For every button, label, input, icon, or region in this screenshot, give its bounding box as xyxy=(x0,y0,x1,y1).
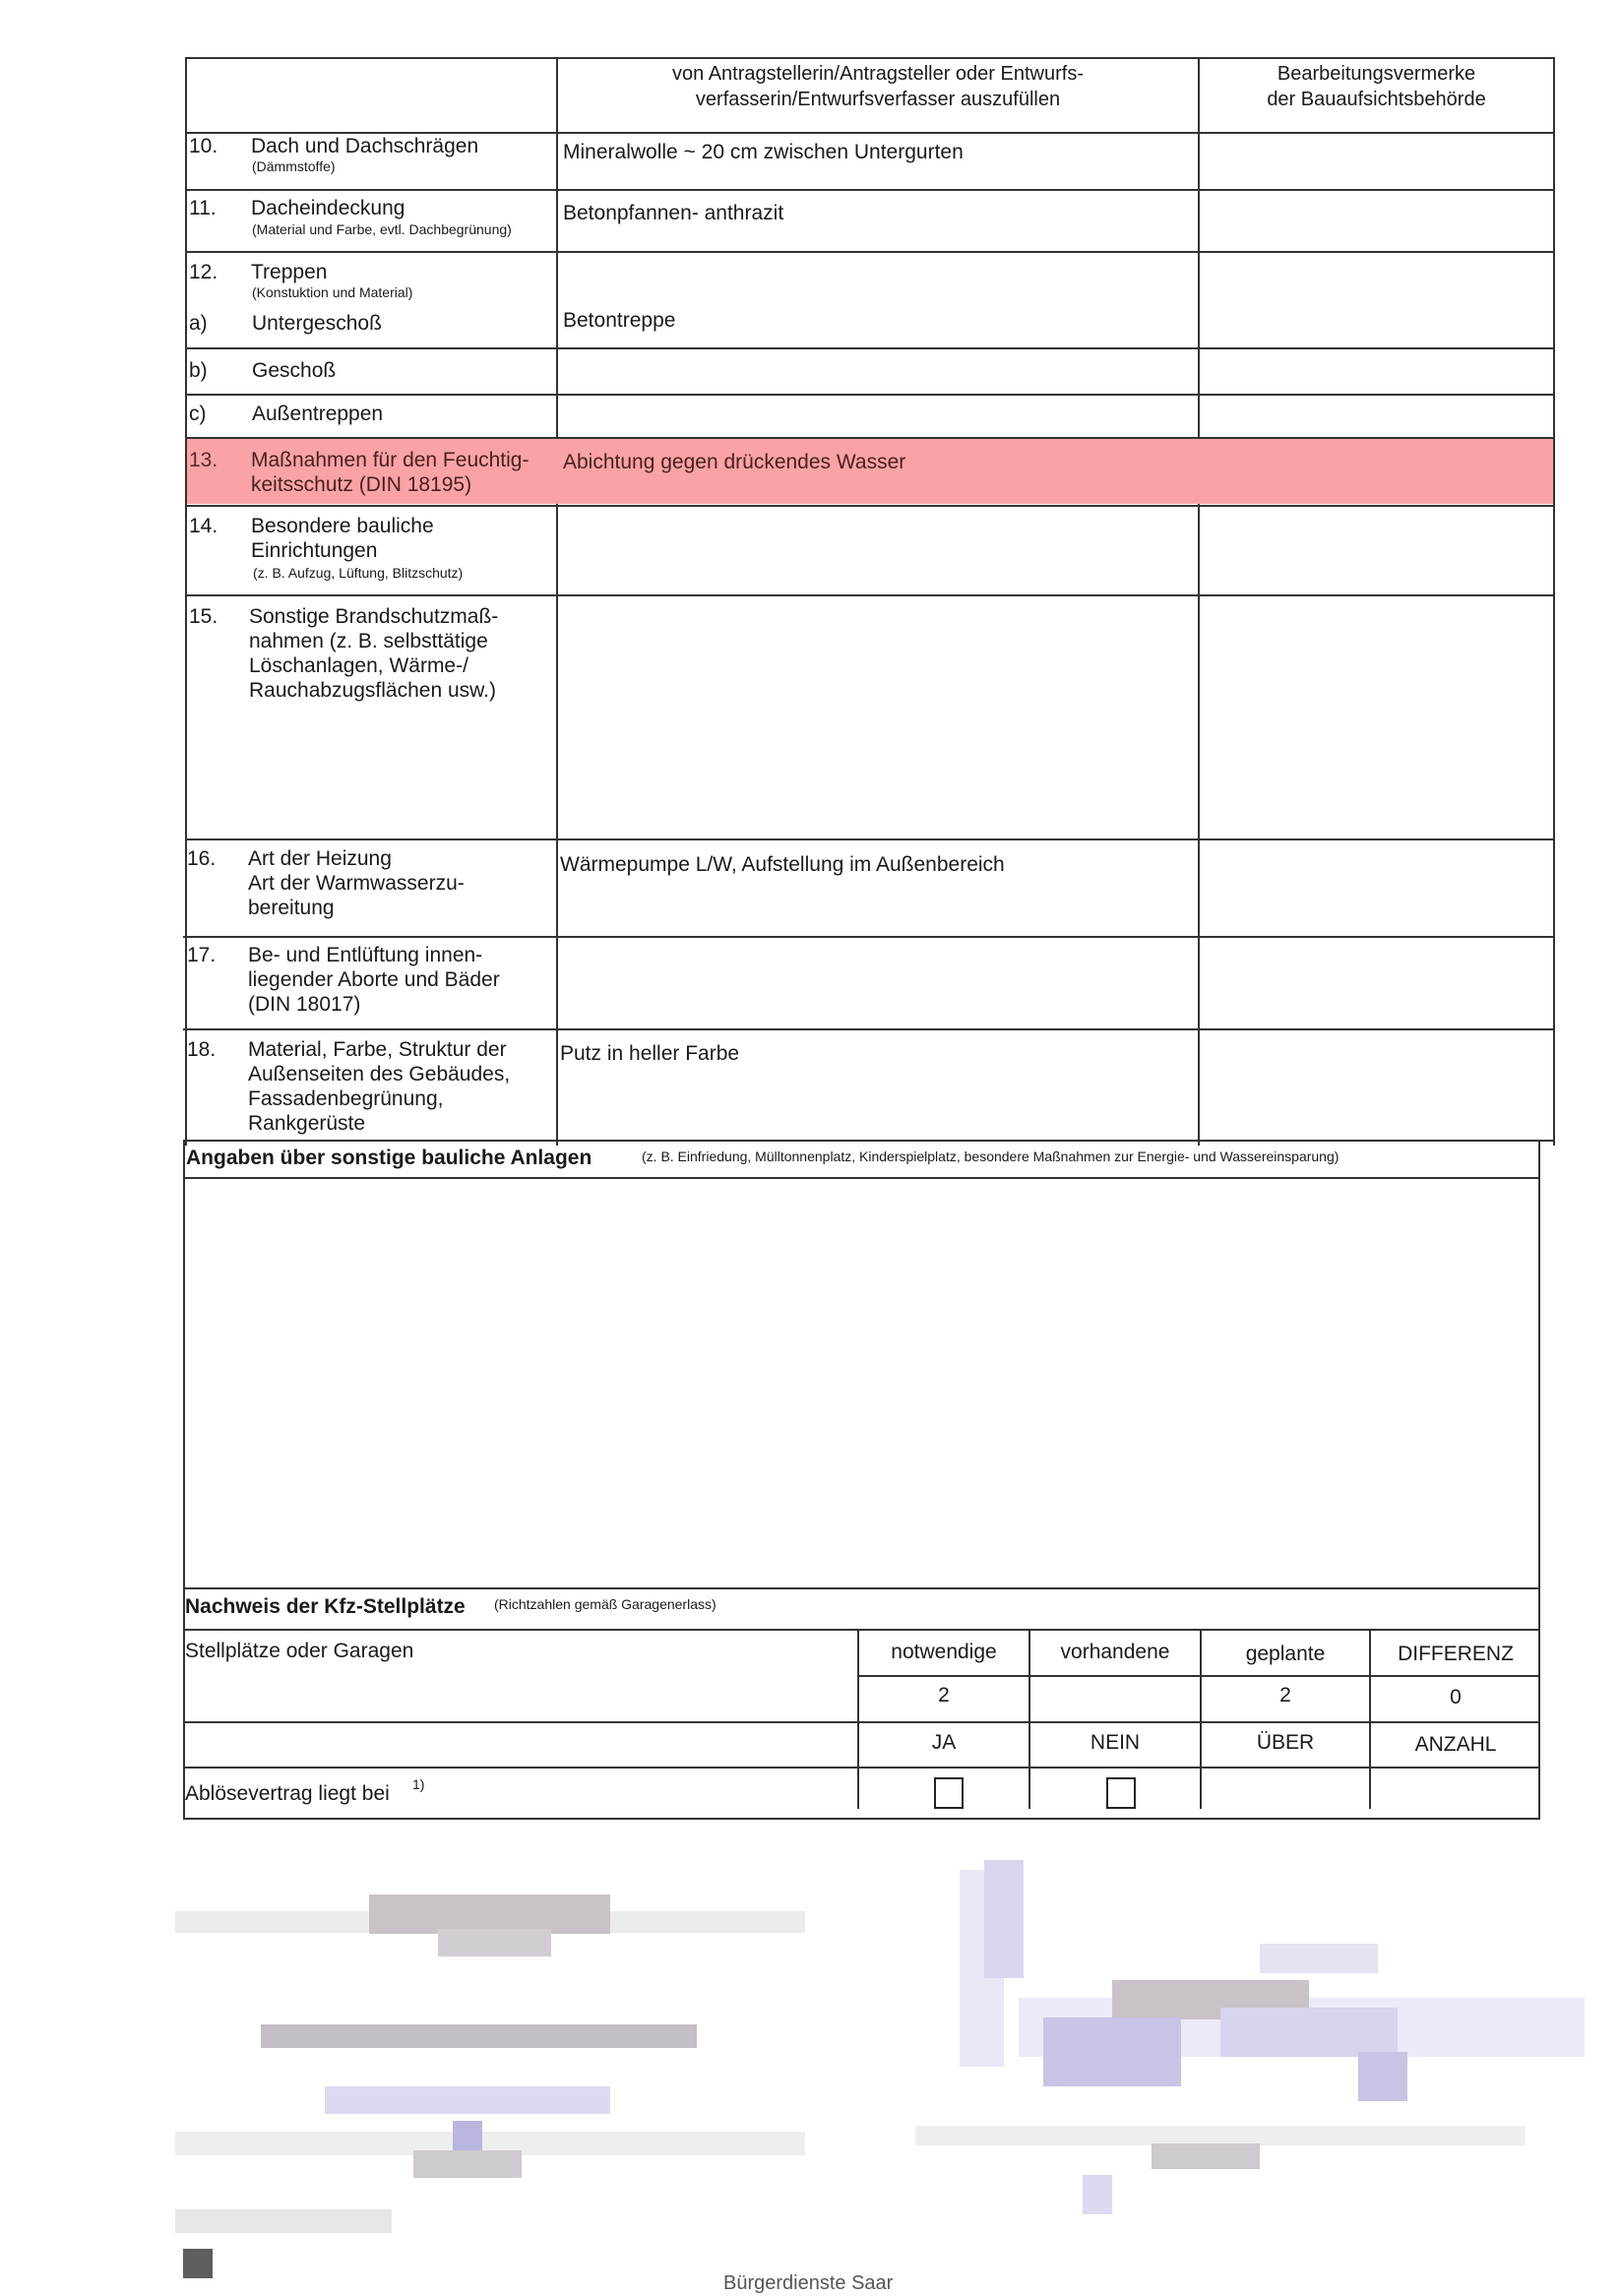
parking-col-vorhandene: vorhandene xyxy=(1060,1641,1170,1663)
parking-col-notwendige: notwendige xyxy=(891,1641,997,1663)
parking-col-anzahl: ANZAHL xyxy=(1414,1733,1497,1756)
row-divider xyxy=(185,189,1555,191)
row-11-label: Dacheindeckung xyxy=(251,197,405,219)
row-14-number: 14. xyxy=(189,515,218,537)
contract-label: Ablösevertrag liegt bei xyxy=(185,1782,390,1805)
redaction-bar xyxy=(325,2086,610,2114)
row-12-label: Treppen xyxy=(251,261,328,283)
column-divider-1 xyxy=(556,57,558,1146)
row-17-number: 17. xyxy=(187,944,217,966)
table-border-right xyxy=(1553,57,1555,1146)
contract-nein-checkbox[interactable] xyxy=(1106,1777,1136,1809)
parking-value-notwendige[interactable]: 2 xyxy=(938,1684,950,1706)
parking-divider xyxy=(183,1629,1540,1631)
redaction-bar xyxy=(175,2209,392,2233)
signature-redaction xyxy=(1152,2143,1260,2169)
redaction-bar xyxy=(413,2150,522,2178)
signature-redaction xyxy=(915,2126,1526,2145)
row-16-label: Art der Heizung Art der Warmwasserzu- bereitung xyxy=(248,847,465,919)
row-13-value[interactable]: Abichtung gegen drückendes Wasser xyxy=(563,451,906,473)
row-15-label: Sonstige Brandschutzmaß- nahmen (z. B. selbsttätige Löschanlagen, Wärme-/ Rauchabzugsflächen usw.) xyxy=(249,605,499,702)
row-12c-label: Außentreppen xyxy=(252,403,384,425)
other-facilities-title: Angaben über sonstige bauliche Anlagen xyxy=(186,1147,592,1169)
redaction-bar xyxy=(183,2249,213,2278)
table-border-top xyxy=(185,57,1555,59)
row-11-value[interactable]: Betonpfannen- anthrazit xyxy=(563,202,784,224)
row-divider xyxy=(185,347,1555,349)
redaction-bar xyxy=(261,2024,697,2048)
row-12a-letter: a) xyxy=(189,312,208,335)
redaction-bar xyxy=(369,1894,610,1934)
row-11-sub: (Material und Farbe, evtl. Dachbegrünung) xyxy=(252,221,512,237)
row-18-number: 18. xyxy=(187,1038,217,1061)
row-15-number: 15. xyxy=(189,605,218,628)
section-border-right xyxy=(1538,1140,1540,1819)
row-14-label: Besondere bauliche Einrichtungen xyxy=(251,515,434,562)
contract-footnote-mark: 1) xyxy=(412,1776,425,1792)
signature-redaction xyxy=(1083,2175,1112,2214)
row-12-sub: (Konstuktion und Material) xyxy=(252,284,413,300)
row-12c-letter: c) xyxy=(189,403,207,425)
parking-value-differenz[interactable]: 0 xyxy=(1450,1686,1462,1708)
row-16-value[interactable]: Wärmepumpe L/W, Aufstellung im Außenbereich xyxy=(560,853,1005,876)
parking-divider xyxy=(183,1721,1540,1723)
other-facilities-note: (z. B. Einfriedung, Mülltonnenplatz, Kinderspielplatz, besondere Maßnahmen zur Energie- und Wassereinsparung) xyxy=(642,1148,1340,1164)
row-divider xyxy=(185,251,1555,253)
table-border-bottom xyxy=(183,1818,1540,1820)
row-12a-value[interactable]: Betontreppe xyxy=(563,309,676,332)
row-divider xyxy=(185,505,1555,507)
row-12-number: 12. xyxy=(189,261,218,283)
row-divider xyxy=(185,838,1555,840)
row-divider xyxy=(183,1140,1555,1142)
applicant-column-header: von Antragstellerin/Antragsteller oder Entwurfs- verfasserin/Entwurfsverfasser auszufüllen xyxy=(672,63,1084,110)
row-12b-letter: b) xyxy=(189,359,208,382)
redaction-bar xyxy=(453,2121,482,2150)
row-16-number: 16. xyxy=(187,847,217,870)
parking-col-ja: JA xyxy=(931,1731,957,1754)
row-divider xyxy=(183,1028,1555,1030)
section-divider xyxy=(183,1587,1540,1589)
table-border-left xyxy=(185,57,187,1146)
parking-title: Nachweis der Kfz-Stellplätze xyxy=(185,1595,466,1618)
signature-redaction xyxy=(1220,2008,1398,2057)
parking-col-differenz: DIFFERENZ xyxy=(1398,1643,1514,1665)
row-14-sub: (z. B. Aufzug, Lüftung, Blitzschutz) xyxy=(253,565,464,581)
parking-col-nein: NEIN xyxy=(1090,1731,1141,1754)
row-10-number: 10. xyxy=(189,135,218,157)
row-18-value[interactable]: Putz in heller Farbe xyxy=(560,1042,740,1065)
row-13-label: Maßnahmen für den Feuchtig- keitsschutz (DIN 18195) xyxy=(251,449,530,496)
signature-redaction xyxy=(984,1860,1024,1978)
authority-column-header: Bearbeitungsvermerke der Bauaufsichtsbehörde xyxy=(1267,63,1486,110)
section-border-left xyxy=(183,1140,185,1819)
row-10-value[interactable]: Mineralwolle ~ 20 cm zwischen Untergurten xyxy=(563,141,964,163)
signature-redaction xyxy=(1260,1944,1378,1973)
row-divider xyxy=(183,936,1555,938)
contract-ja-checkbox[interactable] xyxy=(934,1777,964,1809)
parking-note: (Richtzahlen gemäß Garagenerlass) xyxy=(494,1596,717,1612)
parking-divider xyxy=(183,1767,1540,1769)
row-17-label: Be- und Entlüftung innen- liegender Aborte und Bäder (DIN 18017) xyxy=(248,944,500,1016)
other-facilities-textarea[interactable] xyxy=(187,1181,1535,1584)
row-12a-label: Untergeschoß xyxy=(252,312,382,335)
parking-col-ueber: ÜBER xyxy=(1256,1731,1315,1754)
row-12b-label: Geschoß xyxy=(252,359,337,382)
footer-partial-text: Bürgerdienste Saar xyxy=(723,2272,894,2294)
row-divider xyxy=(185,594,1555,596)
row-13-number: 13. xyxy=(189,449,218,471)
parking-value-geplante[interactable]: 2 xyxy=(1279,1684,1291,1706)
signature-redaction xyxy=(1358,2052,1407,2101)
row-divider xyxy=(185,394,1555,396)
section-divider xyxy=(183,1177,1540,1179)
signature-redaction xyxy=(1043,2017,1181,2086)
parking-row-label: Stellplätze oder Garagen xyxy=(185,1640,414,1662)
row-10-label: Dach und Dachschrägen xyxy=(251,135,479,157)
row-18-label: Material, Farbe, Struktur der Außenseiten des Gebäudes, Fassadenbegrünung, Rankgerüste xyxy=(248,1038,511,1135)
row-10-sub: (Dämmstoffe) xyxy=(252,158,336,174)
row-11-number: 11. xyxy=(189,197,217,219)
column-divider-2 xyxy=(1198,57,1200,1146)
parking-divider xyxy=(857,1675,1540,1677)
parking-col-geplante: geplante xyxy=(1245,1643,1326,1665)
redaction-bar xyxy=(438,1929,551,1956)
